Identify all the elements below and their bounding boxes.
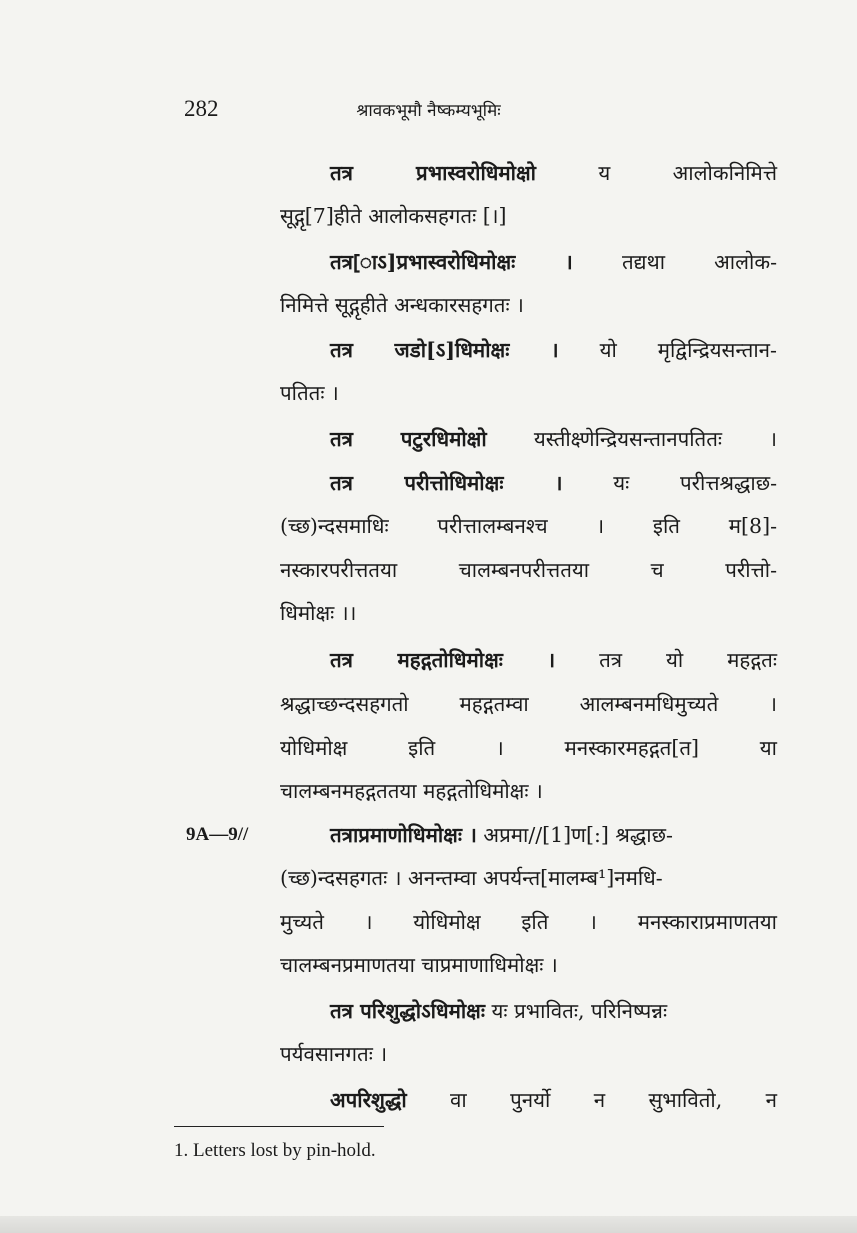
text-line: तत्र[ाऽ]प्रभास्वरोधिमोक्षः । तद्यथा आलोक- bbox=[330, 250, 777, 274]
text-line: पतितः । bbox=[280, 381, 339, 405]
text-line: योधिमोक्ष इति । मनस्कारमहद्गत[त] या bbox=[280, 736, 777, 760]
text-line: तत्र परीत्तोधिमोक्षः । यः परीत्तश्रद्धाछ- bbox=[330, 471, 777, 495]
text-line: तत्राप्रमाणोधिमोक्षः । अप्रमा//[1]ण[:] श्रद्धाछ- bbox=[330, 823, 673, 847]
footnote: 1. Letters lost by pin-hold. bbox=[174, 1140, 376, 1161]
margin-folio-reference: 9A—9// bbox=[186, 824, 249, 845]
text-line: चालम्बनप्रमाणतया चाप्रमाणाधिमोक्षः । bbox=[280, 953, 558, 977]
text-line: अपरिशुद्धो वा पुनर्यो न सुभावितो, न bbox=[330, 1088, 777, 1112]
text-line: नस्कारपरीत्ततया चालम्बनपरीत्ततया च परीत्तो- bbox=[280, 558, 777, 582]
text-line: धिमोक्षः ।। bbox=[280, 601, 357, 625]
text-line: पर्यवसानगतः । bbox=[280, 1042, 388, 1066]
text-line: (च्छ)न्दसहगतः । अनन्तम्वा अपर्यन्त[मालम्ब¹]नमधि- bbox=[280, 866, 663, 890]
running-title: श्रावकभूमौ नैष्कम्यभूमिः bbox=[356, 101, 501, 121]
text-line: मुच्यते । योधिमोक्ष इति । मनस्काराप्रमाणतया bbox=[280, 910, 777, 934]
text-line: तत्र जडो[ऽ]धिमोक्षः । यो मृद्विन्द्रियसन्तान- bbox=[330, 338, 777, 362]
text-line: तत्र पटुरधिमोक्षो यस्तीक्ष्णेन्द्रियसन्तानपतितः । bbox=[330, 427, 777, 451]
scan-edge bbox=[0, 1216, 857, 1233]
text-line: तत्र प्रभास्वरोधिमोक्षो य आलोकनिमित्ते bbox=[330, 161, 777, 185]
footnote-rule bbox=[174, 1126, 384, 1127]
text-line: श्रद्धाच्छन्दसहगतो महद्गतम्वा आलम्बनमधिमुच्यते । bbox=[280, 692, 777, 716]
text-line: तत्र परिशुद्धोऽधिमोक्षः यः प्रभावितः, परिनिष्पन्नः bbox=[330, 999, 668, 1023]
text-line: तत्र महद्गतोधिमोक्षः । तत्र यो महद्गतः bbox=[330, 648, 777, 672]
page-number: 282 bbox=[184, 96, 219, 121]
text-line: (च्छ)न्दसमाधिः परीत्तालम्बनश्च । इति म[8]- bbox=[280, 514, 777, 538]
text-line: सूद्गृ[7]हीते आलोकसहगतः [।] bbox=[280, 204, 507, 228]
text-line: निमित्ते सूद्गृहीते अन्धकारसहगतः । bbox=[280, 293, 524, 317]
text-line: चालम्बनमहद्गततया महद्गतोधिमोक्षः । bbox=[280, 779, 543, 803]
